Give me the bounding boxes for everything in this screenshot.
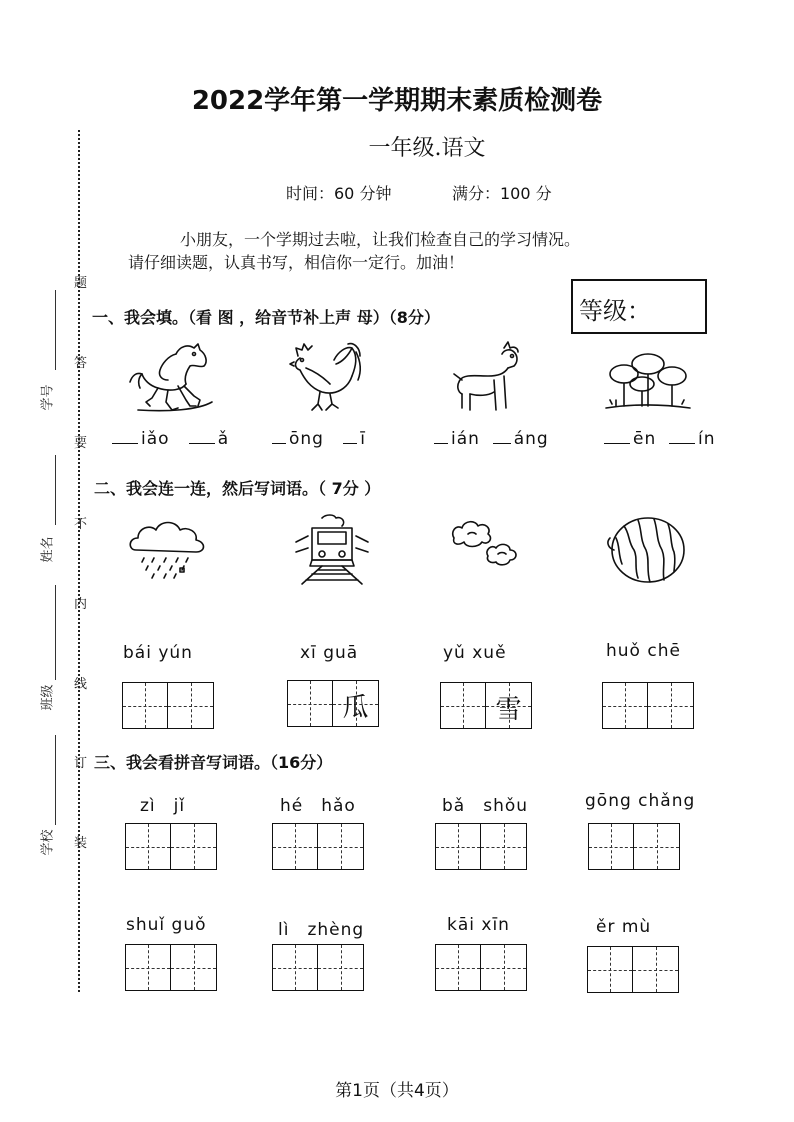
binding-char: 装 (74, 836, 88, 851)
pinyin-blank-group: ōng ī (272, 428, 366, 449)
binding-char: 答 (74, 356, 88, 371)
word-pinyin: lì zhèng (278, 920, 365, 940)
grid-cell[interactable] (436, 945, 481, 990)
rooster-icon (286, 338, 366, 416)
initial-blank[interactable] (604, 428, 630, 444)
section-2-title: 二、我会连一连，然后写词语。（ 7分 ） (94, 479, 381, 498)
grid-cell[interactable] (633, 947, 678, 992)
grid-cell[interactable] (589, 824, 634, 869)
grid-cell[interactable] (168, 683, 213, 728)
grid-cell[interactable] (634, 824, 679, 869)
student-id-label: 学号 (40, 384, 56, 411)
word-pinyin: ěr mù (596, 917, 652, 937)
word-pinyin: bǎ shǒu (442, 796, 529, 816)
class-label: 班级 (40, 684, 56, 711)
watermelon-icon (604, 510, 688, 586)
grid-cell[interactable] (171, 945, 216, 990)
writing-grid[interactable] (125, 944, 217, 991)
grid-cell[interactable] (318, 945, 363, 990)
grid-cell[interactable] (603, 683, 648, 728)
section-1-title: 一、我会填。（看 图 ，给音节补上声 母）（8分） (92, 308, 440, 327)
clouds-icon (448, 516, 524, 576)
pinyin-blank-group: ián áng (434, 428, 549, 449)
grid-cell[interactable] (648, 683, 693, 728)
grid-cell[interactable] (318, 824, 363, 869)
grid-cell[interactable] (126, 945, 171, 990)
grid-cell[interactable]: 瓜 (333, 681, 378, 726)
exam-time: 时间：60 分钟 (286, 184, 392, 203)
initial-blank[interactable] (343, 428, 357, 444)
writing-grid[interactable] (440, 682, 532, 729)
word-pinyin: yǔ xuě (443, 643, 507, 663)
grid-cell[interactable] (441, 683, 486, 728)
initial-blank[interactable] (112, 428, 138, 444)
grid-cell[interactable] (588, 947, 633, 992)
grid-cell[interactable] (123, 683, 168, 728)
horse-icon (128, 340, 218, 415)
writing-grid[interactable] (602, 682, 694, 729)
name-label: 姓名 (40, 536, 56, 563)
binding-char: 要 (74, 436, 88, 451)
word-pinyin: hé hǎo (280, 796, 356, 816)
grid-cell[interactable] (481, 824, 526, 869)
grade-box[interactable] (571, 279, 707, 334)
word-pinyin: shuǐ guǒ (126, 915, 207, 935)
word-pinyin: gōng chǎng (585, 791, 696, 811)
exam-full-score: 满分：100 分 (452, 184, 552, 203)
exam-title: 2022学年第一学期期末素质检测卷 (191, 86, 603, 116)
grade-label: 等级： (579, 297, 651, 325)
pinyin-blank-group: iǎo ǎ (112, 428, 229, 449)
writing-grid[interactable] (587, 946, 679, 993)
writing-grid[interactable] (125, 823, 217, 870)
grid-cell[interactable] (436, 824, 481, 869)
intro-text (128, 228, 708, 274)
binding-dotted-line (78, 130, 80, 992)
word-pinyin: huǒ chē (606, 641, 681, 661)
writing-grid[interactable] (435, 823, 527, 870)
sheep-icon (448, 340, 528, 415)
page-number: 第1页（共4页） (335, 1081, 459, 1101)
writing-grid[interactable] (272, 944, 364, 991)
binding-char: 题 (74, 276, 88, 291)
student-id-line[interactable] (55, 290, 56, 370)
writing-grid[interactable] (588, 823, 680, 870)
grid-cell[interactable] (273, 945, 318, 990)
writing-grid[interactable] (272, 823, 364, 870)
exam-subtitle: 一年级.语文 (368, 136, 486, 161)
class-line[interactable] (55, 585, 56, 680)
school-label: 学校 (40, 829, 56, 856)
grid-cell[interactable] (481, 945, 526, 990)
section-3-title: 三、我会看拼音写词语。（16分） (94, 753, 333, 772)
snow-cloud-icon (126, 516, 208, 582)
initial-blank[interactable] (669, 428, 695, 444)
initial-blank[interactable] (434, 428, 448, 444)
grid-cell[interactable]: 雪 (486, 683, 531, 728)
grid-cell[interactable] (171, 824, 216, 869)
name-line[interactable] (55, 455, 56, 525)
word-pinyin: xī guā (300, 643, 359, 663)
school-line[interactable] (55, 735, 56, 825)
grid-cell[interactable] (273, 824, 318, 869)
writing-grid[interactable] (122, 682, 214, 729)
train-icon (292, 512, 372, 584)
initial-blank[interactable] (272, 428, 286, 444)
word-pinyin: bái yún (123, 643, 193, 663)
writing-grid[interactable] (287, 680, 379, 727)
grid-cell[interactable] (288, 681, 333, 726)
pinyin-blank-group: ēn ín (604, 428, 716, 449)
word-pinyin: zì jǐ (140, 796, 186, 816)
grid-cell[interactable] (126, 824, 171, 869)
intro-line-1: 小朋友，一个学期过去啦，让我们检查自己的学习情况。 (180, 230, 581, 249)
binding-char: 线 (74, 677, 88, 692)
intro-line-2: 请仔细读题，认真书写，相信你一定行。加油！ (128, 253, 465, 272)
word-pinyin: kāi xīn (447, 915, 510, 935)
binding-char: 订 (74, 756, 88, 771)
binding-char: 内 (74, 597, 88, 612)
writing-grid[interactable] (435, 944, 527, 991)
binding-char: 不 (74, 517, 88, 532)
initial-blank[interactable] (189, 428, 215, 444)
forest-icon (602, 348, 692, 414)
initial-blank[interactable] (493, 428, 511, 444)
